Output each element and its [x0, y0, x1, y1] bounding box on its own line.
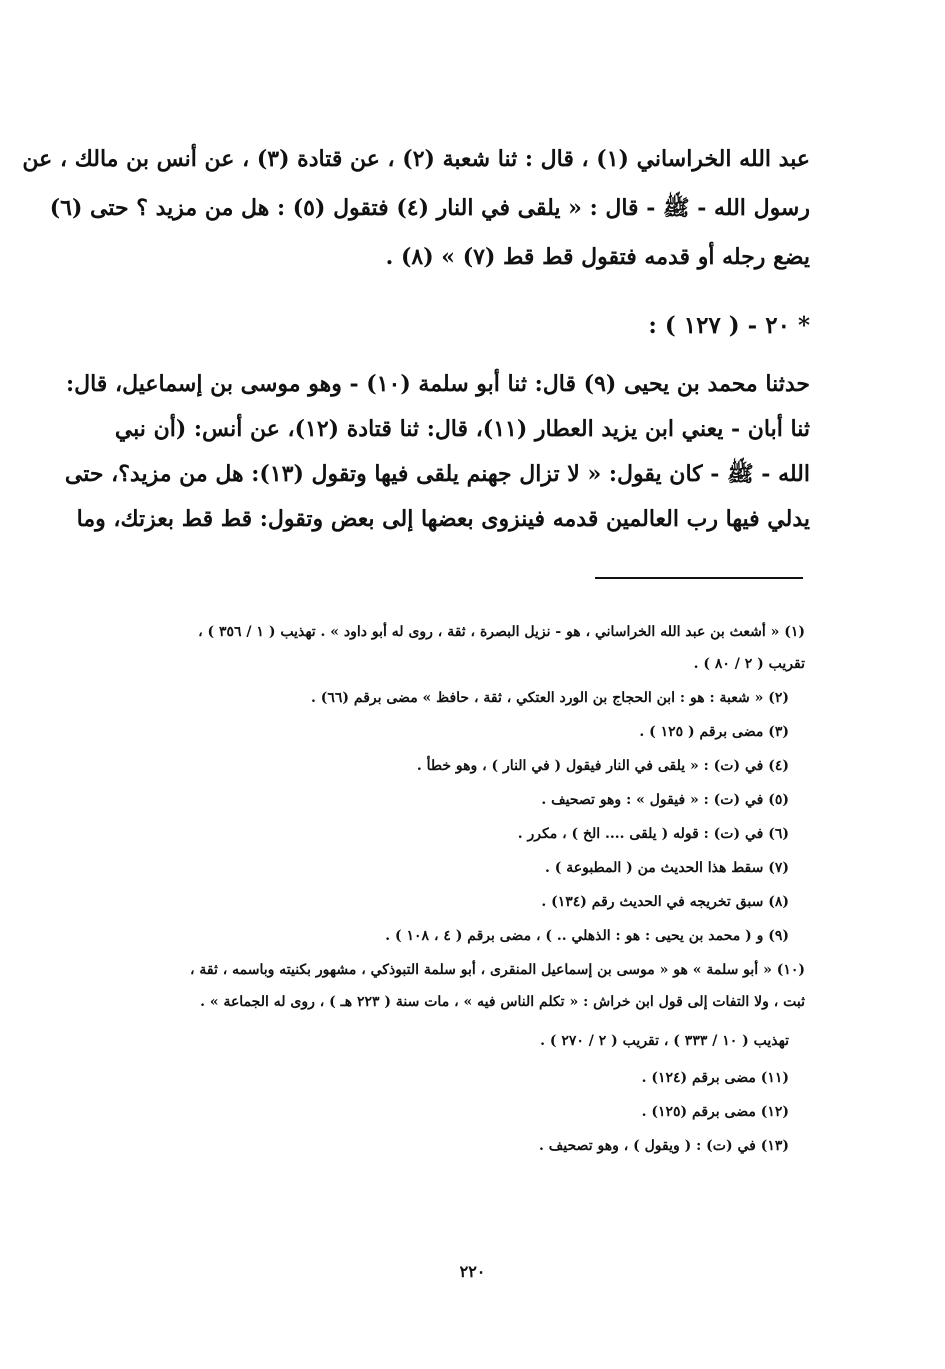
text-line: يضع رجله أو قدمه فتقول قط قط (٧) » (٨) . — [385, 244, 810, 270]
footnote-line: (٤) في (ت) : « يلقى في النار فيقول ( في النار ) ، وهو خطأ . — [416, 758, 789, 774]
hadith-paragraph-2 — [64, 362, 810, 542]
footnote-line: (٦) في (ت) : قوله ( يلقى .... الخ ) ، مكرر . — [517, 826, 789, 842]
hadith-paragraph-1 — [22, 135, 810, 282]
hadith-number-heading: * ٢٠ - ( ١٢٧ ) : — [648, 312, 810, 339]
footnote-line: (٣) مضى برقم ( ١٢٥ ) . — [639, 724, 789, 740]
text-line: الله - ﷺ - كان يقول: « لا تزال جهنم يلقى فيها وتقول (١٣): هل من مزيد؟، حتى — [64, 461, 810, 487]
text-line: ثنا أبان - يعني ابن يزيد العطار (١١)، قال: ثنا قتادة (١٢)، عن أنس: (أن نبي — [114, 416, 810, 442]
footnote-line: (١٠) « أبو سلمة » هو « موسى بن إسماعيل المنقرى ، أبو سلمة التبوذكي ، مشهور بكنيته وباسمه ، ثقة ، — [189, 962, 805, 978]
footnote-line: (١) « أشعث بن عبد الله الخراساني ، هو - نزيل البصرة ، ثقة ، روى له أبو داود » . تهذيب ( ١ / ٣٥٦ ) ، — [198, 624, 805, 640]
text-line: عبد الله الخراساني (١) ، قال : ثنا شعبة (٢) ، عن قتادة (٣) ، عن أنس بن مالك ، عن — [22, 146, 810, 172]
footnote-line: تقريب ( ٢ / ٨٠ ) . — [693, 656, 805, 672]
text-line: رسول الله - ﷺ - قال : « يلقى في النار (٤) فتقول (٥) : هل من مزيد ؟ حتى (٦) — [49, 195, 810, 221]
footnote-line: ثبت ، ولا التفات إلى قول ابن خراش : « تكلم الناس فيه » ، مات سنة ( ٢٢٣ هـ ) ، روى له الجماعة » . — [200, 994, 805, 1010]
footnote-line: تهذيب ( ١٠ / ٣٣٣ ) ، تقريب ( ٢ / ٢٧٠ ) . — [540, 1033, 789, 1049]
text-line: يدلي فيها رب العالمين قدمه فينزوى بعضها إلى بعض وتقول: قط قط بعزتك، وما — [76, 506, 810, 532]
footnote-line: (٧) سقط هذا الحديث من ( المطبوعة ) . — [544, 860, 789, 876]
footnote-line: (٥) في (ت) : « فيقول » : وهو تصحيف . — [541, 792, 789, 808]
footnote-line: (٩) و ( محمد بن يحيى : هو : الذهلي .. ) ، مضى برقم ( ٤ ، ١٠٨ ) . — [385, 928, 789, 944]
page-number: ٢٢٠ — [459, 1262, 486, 1281]
footnote-line: (١٢) مضى برقم (١٢٥) . — [641, 1104, 789, 1120]
footnote-line: (١٣) في (ت) : ( ويقول ) ، وهو تصحيف . — [539, 1138, 789, 1154]
footnote-separator — [595, 577, 803, 579]
text-line: حدثنا محمد بن يحيى (٩) قال: ثنا أبو سلمة (١٠) - وهو موسى بن إسماعيل، قال: — [65, 371, 810, 397]
footnotes — [125, 617, 805, 1165]
footnote-line: (٢) « شعبة : هو : ابن الحجاج بن الورد العتكي ، ثقة ، حافظ » مضى برقم (٦٦) . — [310, 690, 789, 706]
footnote-line: (٨) سبق تخريجه في الحديث رقم (١٣٤) . — [541, 894, 789, 910]
footnote-line: (١١) مضى برقم (١٢٤) . — [641, 1070, 789, 1086]
